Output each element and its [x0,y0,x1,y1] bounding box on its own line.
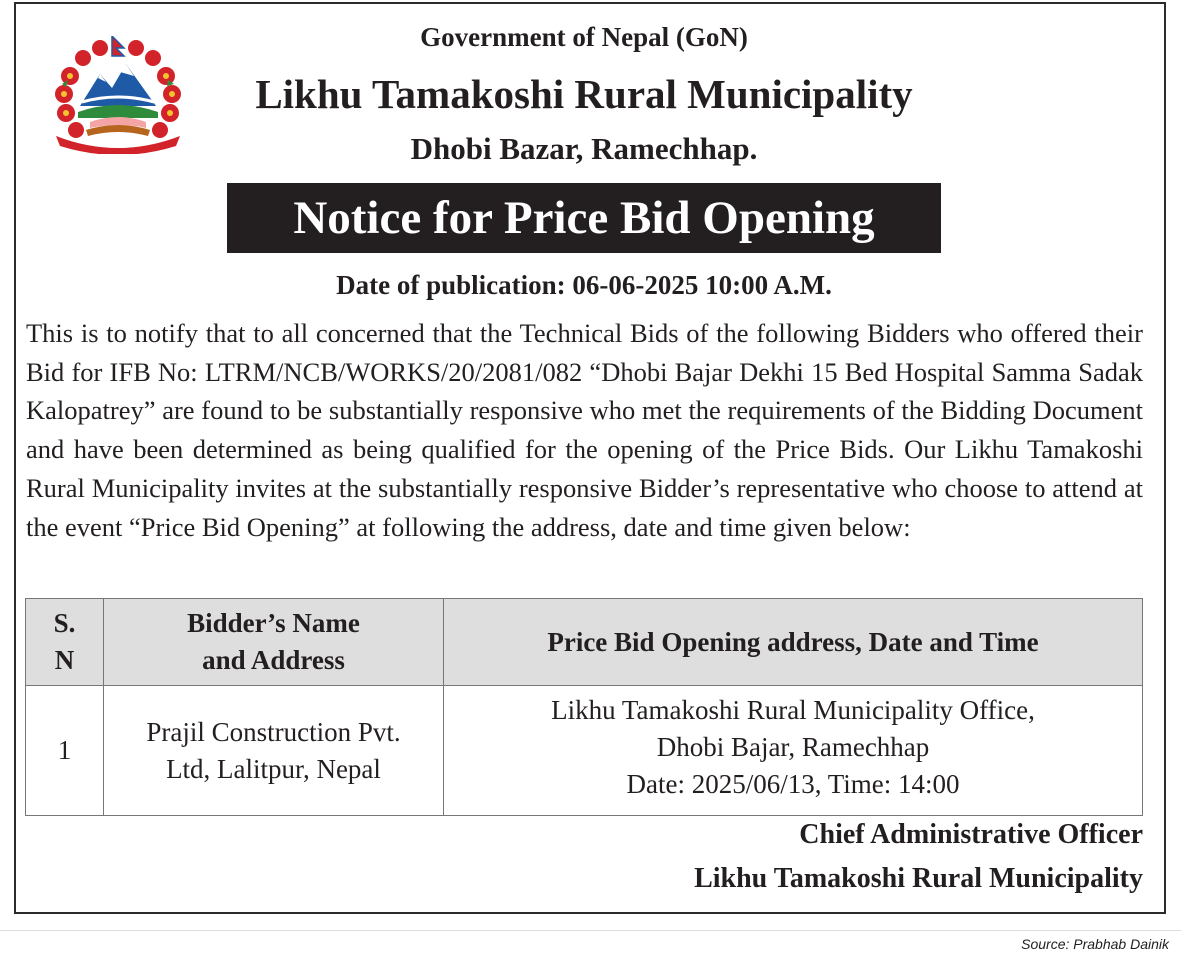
bottom-divider [0,930,1181,931]
notice-body: This is to notify that to all concerned that the Technical Bids of the following Bidders who offered their Bid for IFB No: LTRM/NCB/WORKS/20/2081/082 “Dhobi Bajar Dekhi 15 Bed Hospital Samma Sadak Kalopatrey” are found to be substantially responsive who met the requirements of the Bidding Document and have been determined as being qualified for the opening of the Price Bids. Our Likhu Tamakoshi Rural Municipality invites at the substantially responsive Bidder’s representative who choose to attend at the event “Price Bid Opening” at following the address, date and time given below: [26,318,1143,542]
bidder-cell: Prajil Construction Pvt. Ltd, Lalitpur, Nepal [104,686,444,816]
government-heading: Government of Nepal (GoN) [420,22,748,52]
sn-cell: 1 [26,686,104,816]
bidder-name-header: Bidder’s Name and Address [104,599,444,686]
opening-details-header: Price Bid Opening address, Date and Time [444,599,1143,686]
municipality-name: Likhu Tamakoshi Rural Municipality [255,71,913,117]
signatory-organization: Likhu Tamakoshi Rural Municipality [694,863,1143,894]
opening-details-cell: Likhu Tamakoshi Rural Municipality Office, Dhobi Bajar, Ramechhap Date: 2025/06/13, Time: 14:00 [444,686,1143,816]
publication-date: Date of publication: 06-06-2025 10:00 A.M. [336,270,832,300]
bid-opening-table [25,598,1143,816]
table-header-row [26,599,1143,686]
municipality-address: Dhobi Bazar, Ramechhap. [410,131,758,166]
source-credit: Source: Prabhab Dainik [1021,936,1169,952]
table-row [26,686,1143,816]
notice-title: Notice for Price Bid Opening [227,183,941,253]
sn-header: S. N [26,599,104,686]
signatory-title: Chief Administrative Officer [799,819,1143,850]
